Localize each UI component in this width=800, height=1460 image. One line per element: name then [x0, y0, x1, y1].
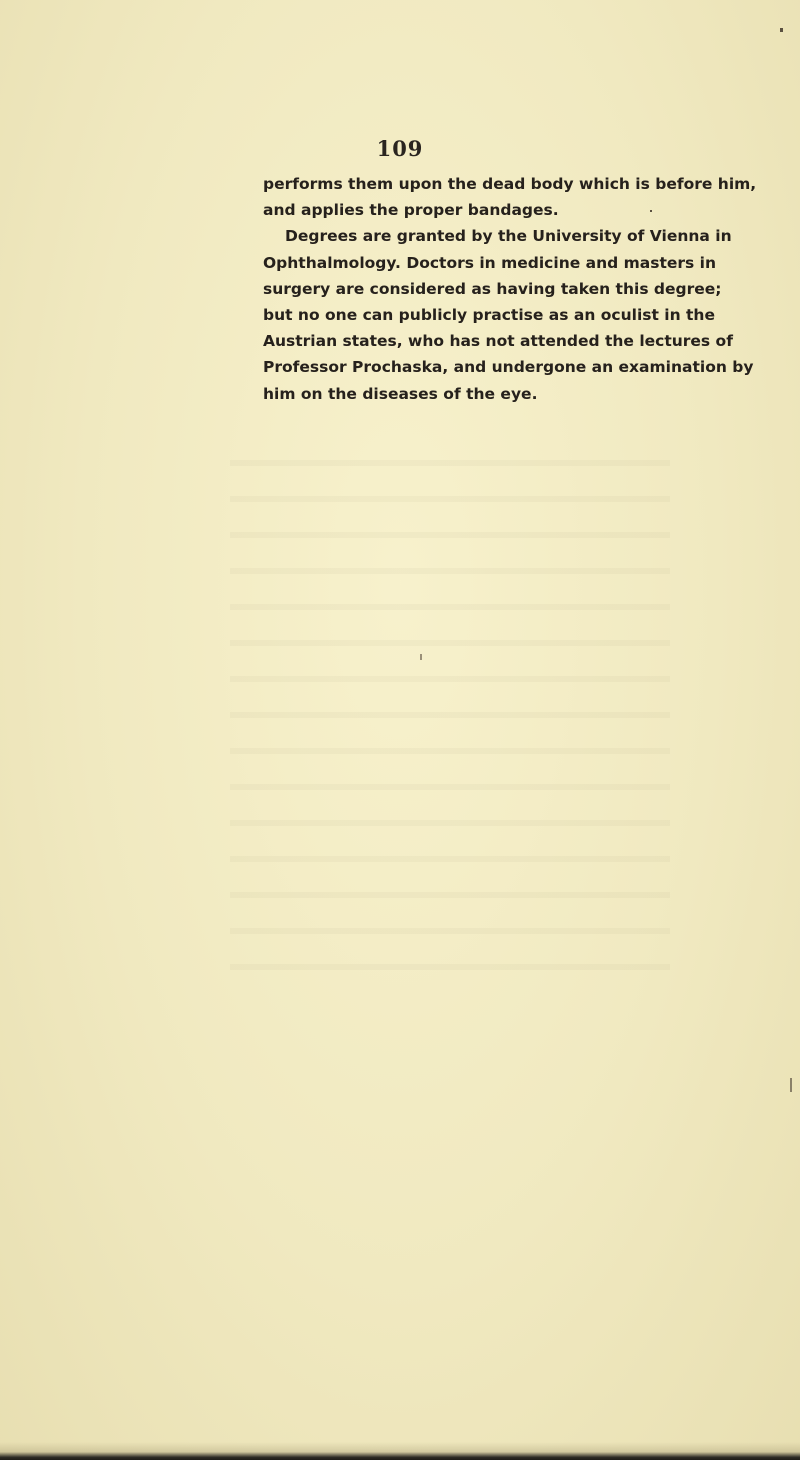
text-line: but no one can publicly practise as an oculist in the: [263, 306, 715, 325]
body-paragraphs: [263, 171, 757, 407]
text-line: performs them upon the dead body which is before him,: [263, 175, 757, 193]
ink-speck: [780, 28, 783, 32]
ink-speck: [790, 1078, 792, 1092]
text-line: Degrees are granted by the University of Vienna in: [285, 227, 732, 246]
text-line: and applies the proper bandages.: [263, 201, 559, 220]
text-line: surgery are considered as having taken this degree;: [263, 279, 722, 298]
page-number: 109: [376, 136, 424, 161]
page-bottom-edge: [0, 1442, 800, 1460]
text-line: him on the diseases of the eye.: [263, 384, 538, 403]
text-line: Professor Prochaska, and undergone an examination by: [263, 358, 754, 377]
show-through-text: [230, 460, 670, 980]
ink-speck: [650, 210, 652, 212]
text-line: Austrian states, who has not attended the lectures of: [263, 332, 733, 351]
ink-speck: [420, 654, 422, 660]
text-line: Ophthalmology. Doctors in medicine and masters in: [263, 253, 716, 272]
